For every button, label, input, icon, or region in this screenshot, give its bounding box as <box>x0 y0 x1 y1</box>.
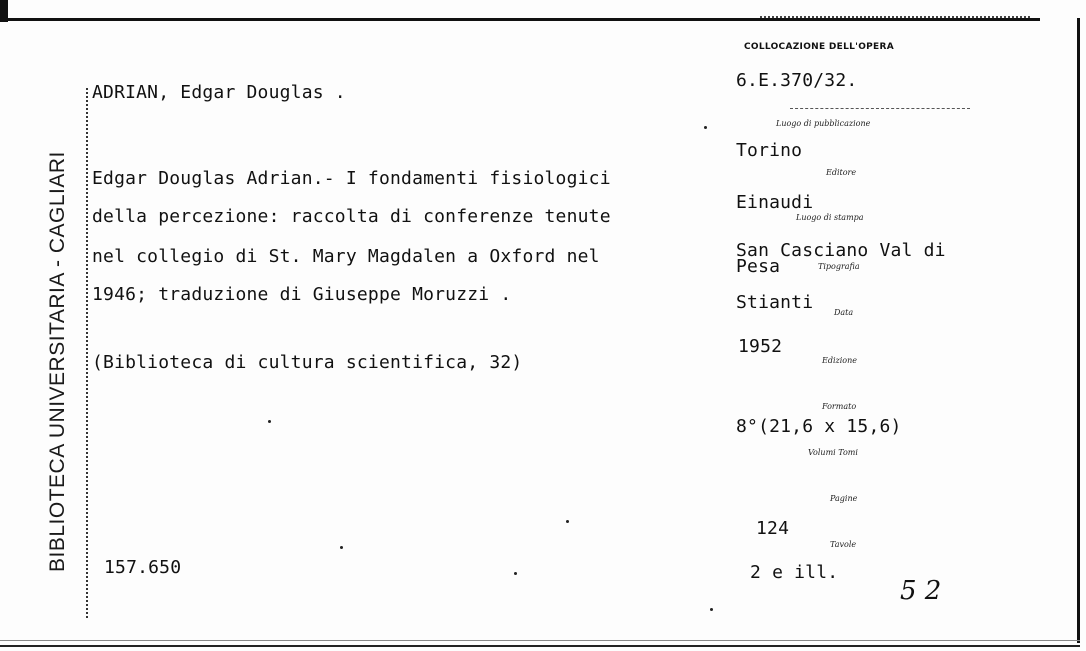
luogo-stampa-line-1: San Casciano Val di <box>736 240 946 261</box>
description-line-4: 1946; traduzione di Giuseppe Moruzzi . <box>92 284 512 305</box>
speck <box>704 126 707 129</box>
anno-value: 1952 <box>738 336 783 357</box>
pagine-label: Pagine <box>830 494 858 503</box>
tavole-value: 2 e ill. <box>750 562 839 583</box>
description-line-2: della percezione: raccolta di conferenze tenute <box>92 206 611 227</box>
speck <box>566 520 569 523</box>
entry-heading: ADRIAN, Edgar Douglas . <box>92 82 346 103</box>
tavole-label: Tavole <box>830 540 857 549</box>
collocation-header: COLLOCAZIONE DELL'OPERA <box>744 42 894 52</box>
series-note: (Biblioteca di cultura scientifica, 32) <box>92 352 523 373</box>
volumi-label: Volumi Tomi <box>808 448 858 457</box>
edizione-label: Edizione <box>822 356 857 365</box>
description-line-1: Edgar Douglas Adrian.- I fondamenti fisiologici <box>92 168 611 189</box>
collocation-value: 6.E.370/32. <box>736 70 858 91</box>
formato-label: Formato <box>822 402 857 411</box>
luogo-stampa-line-2: Pesa <box>736 256 781 277</box>
editore-label: Editore <box>826 168 857 177</box>
speck <box>514 572 517 575</box>
rule-1 <box>790 108 970 110</box>
editore-value: Einaudi <box>736 192 814 213</box>
pagine-value: 124 <box>756 518 790 539</box>
right-border <box>1077 18 1080 643</box>
handwritten-note: 5 2 <box>900 576 942 606</box>
library-stamp: BIBLIOTECA UNIVERSITARIA - CAGLIARI <box>46 151 69 572</box>
description-line-3: nel collegio di St. Mary Magdalen a Oxford nel <box>92 246 600 267</box>
bottom-border <box>0 645 1080 647</box>
formato-value: 8°(21,6 x 15,6) <box>736 416 902 437</box>
speck <box>268 420 271 423</box>
luogo-pubblicazione-value: Torino <box>736 140 803 161</box>
bottom-border-thin <box>0 640 1080 641</box>
tipografia-value: Stianti <box>736 292 814 313</box>
speck <box>710 608 713 611</box>
margin-line <box>86 88 88 618</box>
luogo-pubblicazione-label: Luogo di pubblicazione <box>776 119 871 128</box>
data-label: Data <box>834 308 854 317</box>
speck <box>340 546 343 549</box>
tipografia-label: Tipografia <box>818 262 860 271</box>
top-dust <box>760 2 1030 18</box>
inventory-number: 157.650 <box>104 557 182 578</box>
luogo-stampa-label: Luogo di stampa <box>796 213 864 222</box>
